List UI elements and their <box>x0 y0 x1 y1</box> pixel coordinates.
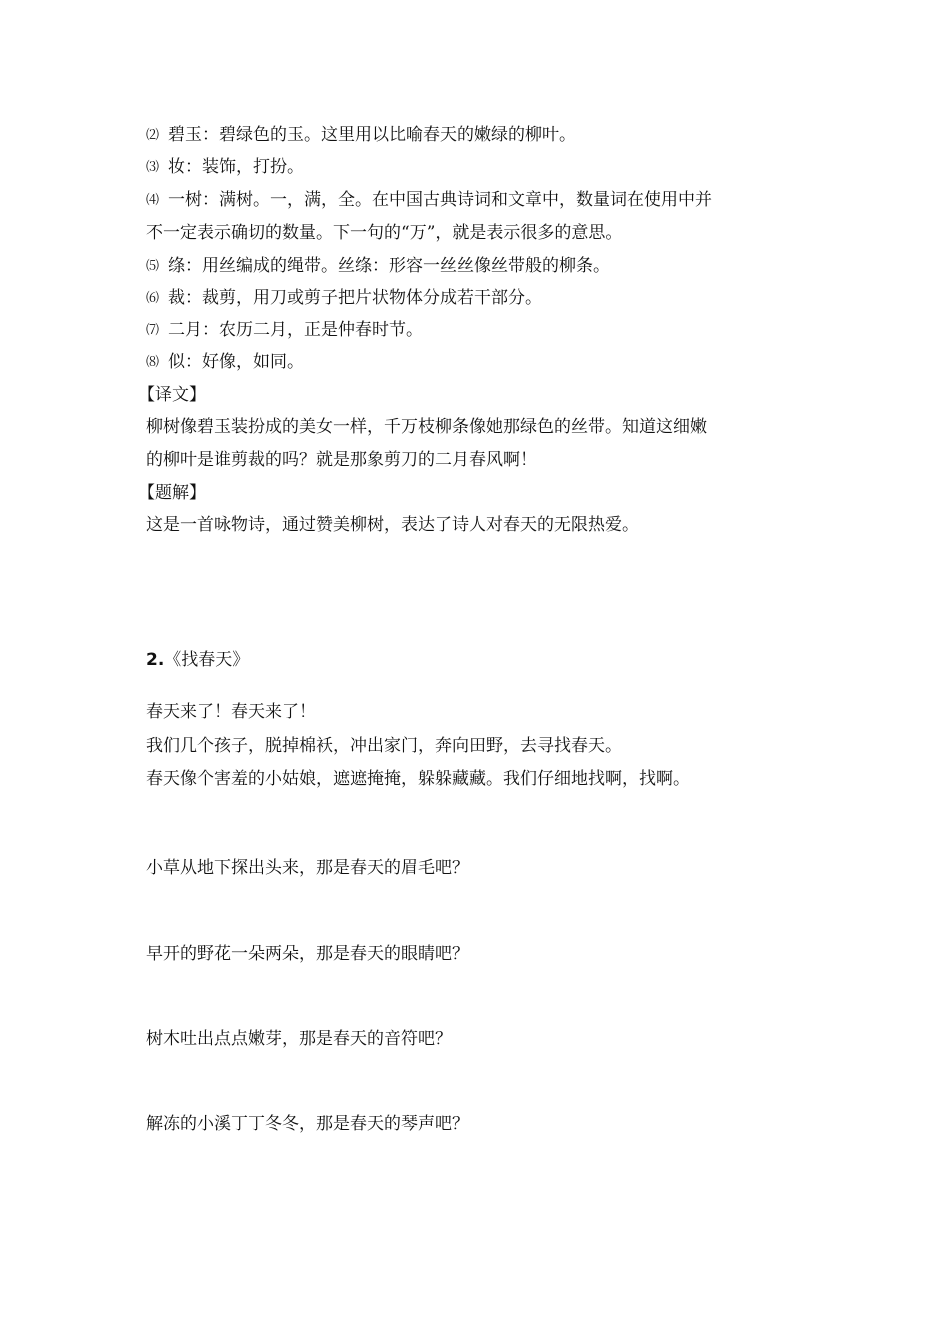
paragraph: 解冻的小溪丁丁冬冬，那是春天的琴声吧？ <box>146 1114 469 1134</box>
note-item <box>146 255 610 278</box>
note-number: ⑺ <box>146 323 160 338</box>
translation-line: 的柳叶是谁剪裁的吗？就是那象剪刀的二月春风啊！ <box>146 450 537 470</box>
section-title-text: 《找春天》 <box>164 650 250 670</box>
note-number: ⑸ <box>146 259 160 274</box>
note-text: 一树：满树。一，满，全。在中国古典诗词和文章中，数量词在使用中并 <box>168 190 712 210</box>
note-number: ⑵ <box>146 128 160 143</box>
note-item <box>146 287 542 310</box>
note-number: ⑷ <box>146 193 160 208</box>
note-number: ⑶ <box>146 160 160 175</box>
paragraph: 小草从地下探出头来，那是春天的眉毛吧？ <box>146 858 469 878</box>
paragraph: 我们几个孩子，脱掉棉袄，冲出家门，奔向田野，去寻找春天。 <box>146 736 622 756</box>
section-title <box>146 649 249 671</box>
analysis-heading: 【题解】 <box>138 483 206 503</box>
translation-line: 柳树像碧玉装扮成的美女一样，千万枝柳条像她那绿色的丝带。知道这细嫩 <box>146 417 707 437</box>
note-item <box>146 124 576 147</box>
paragraph: 春天像个害羞的小姑娘，遮遮掩掩，躲躲藏藏。我们仔细地找啊，找啊。 <box>146 769 690 789</box>
translation-heading: 【译文】 <box>138 385 206 405</box>
note-item <box>146 319 423 342</box>
note-text: 绦：用丝编成的绳带。丝绦：形容一丝丝像丝带般的柳条。 <box>168 256 610 276</box>
note-text: 妆：装饰，打扮。 <box>168 157 304 177</box>
note-number: ⑹ <box>146 291 160 306</box>
note-continuation <box>146 222 622 244</box>
note-item <box>146 156 304 179</box>
note-text: 二月：农历二月，正是仲春时节。 <box>168 320 423 340</box>
note-text: 似：好像，如同。 <box>168 352 304 372</box>
paragraph: 春天来了！春天来了！ <box>146 702 316 722</box>
note-text: 裁：裁剪，用刀或剪子把片状物体分成若干部分。 <box>168 288 542 308</box>
note-number: ⑻ <box>146 355 160 370</box>
note-text: 碧玉：碧绿色的玉。这里用以比喻春天的嫩绿的柳叶。 <box>168 125 576 145</box>
note-item <box>146 189 712 212</box>
paragraph: 早开的野花一朵两朵，那是春天的眼睛吧？ <box>146 944 469 964</box>
analysis-line: 这是一首咏物诗，通过赞美柳树，表达了诗人对春天的无限热爱。 <box>146 515 639 535</box>
note-text: 不一定表示确切的数量。下一句的“万”，就是表示很多的意思。 <box>146 223 623 243</box>
note-item <box>146 351 304 374</box>
section-number: 2. <box>146 650 165 670</box>
paragraph: 树木吐出点点嫩芽，那是春天的音符吧？ <box>146 1029 452 1049</box>
